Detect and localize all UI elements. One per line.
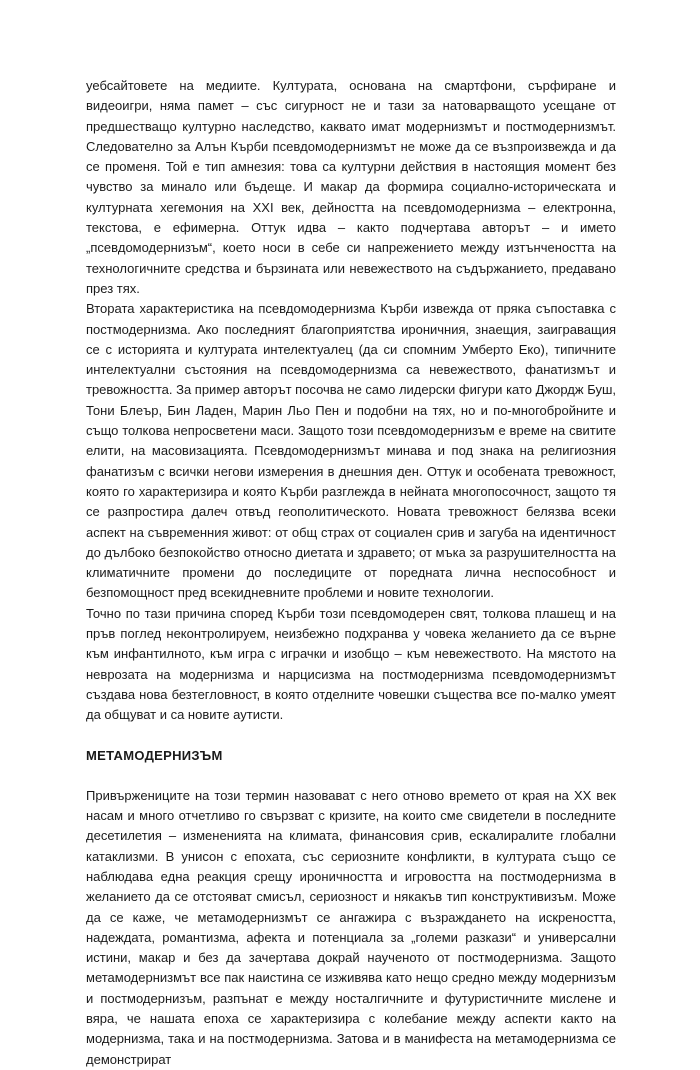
paragraph-infantilism: Точно по тази причина според Кърби този псевдомодерен свят, толкова плашещ и на пръв поглед неконтролируем, неизбежно подхранва у човека желанието да се върне към инфантилното, към игра с играчки и изобщо – към невежеството. На мястото на неврозата на модернизма и нарцисизма на постмодернизма псевдомодернизмът създава нова безтегловност, в която отделните човешки същества все по-малко умеят да общуват и са новите аутисти. xyxy=(86,605,616,723)
paragraph-second-characteristic: Втората характеристика на псевдомодернизма Кърби извежда от пряка съпоставка с постмодернизма. Ако последният благоприятства ироничния, знаещия, заиграващия се с историята и културата интелектуалец (да си спомним Умберто Еко), типичните интелектуални състояния на псевдомодернизма са невежеството, фанатизмът и тревожността. За пример авторът посочва не само лидерски фигури като Джордж Буш, Тони Блеър, Бин Ладен, Марин Льо Пен и подобни на тях, но и по-многобройните и също толкова непросветени маси. Защото този псевдомодернизъм е време на свитите елити, на масовизацията. Псевдомодернизмът минава и под знака на религиозния фанатизъм с всички негови измерения в днешния ден. Оттук и особената тревожност, която го характеризира и която Кърби разглежда в нейната многопосочност, защото тя се разпростира далеч отвъд геополитическото. Новата тревожност белязва всеки аспект на съвременния живот: от общ страх от социален срив и загуба на идентичност до дълбоко безпокойство относно диетата и здравето; от мъка за разрушителността на климатичните промени до последиците от поредната лична неспособност и безпомощност пред всекидневните проблеми и новите технологии. xyxy=(86,301,616,601)
text-column xyxy=(86,76,616,1070)
paragraph-amnesia: уебсайтовете на медиите. Културата, основана на смартфони, сърфиране и видеоигри, няма памет – със сигурност не и тази за натоварващото усещане от предшестващо културно наследство, каквато имат модернизмът и постмодернизмът. Следователно за Алън Кърби псевдомодернизмът не може да се възпроизвежда и да се променя. Той е тип амнезия: това са културни действия в настоящия момент без чувство за минало или бъдеще. И макар да формира социално-историческата и културната хегемония на XXI век, дейността на псевдомодернизма – електронна, текстова, е ефимерна. Оттук идва – както подчертава авторът – и името „псевдомодернизъм“, което носи в себе си напрежението между изтънчеността на технологичните средства и бързината или невежеството на съдържанието, предавано през тях. xyxy=(86,78,616,296)
section-heading: МЕТАМОДЕРНИЗЪМ xyxy=(86,747,223,763)
spacer xyxy=(86,726,616,746)
paragraph-metamodernism: Привърженицитe на този термин назовават с него отново времето от края на XX век насам и много отчетливо го свързват с кризите, на които сме свидетели в последните десетилетия – измененията на климата, финансовия срив, ескалиралите глобални катаклизми. В унисон с епохата, със сериозните конфликти, в културата също се наблюдава една реакция срещу ироничността и игровостта на постмодернизма в желанието да се отстояват смисъл, сериозност и някакъв тип конструктивизъм. Може да се каже, че метамодернизмът се ангажира с възраждането на искреността, надеждата, романтизма, афекта и потенциала за „големи разкази“ и универсални истини, макар и без да зачертава докрай наученото от постмодернизма. Защото метамодернизмът все пак наистина се изживява като нещо средно между модернизъм и постмодернизъм, разпънат е между носталгичните и футуристичните мислене и вяра, че нашата епоха се характеризира с колебание между аспекти както на модернизма, така и на постмодернизма. Затова и в манифеста на метамодернизма се демонстрират xyxy=(86,787,616,1067)
spacer xyxy=(86,766,616,786)
